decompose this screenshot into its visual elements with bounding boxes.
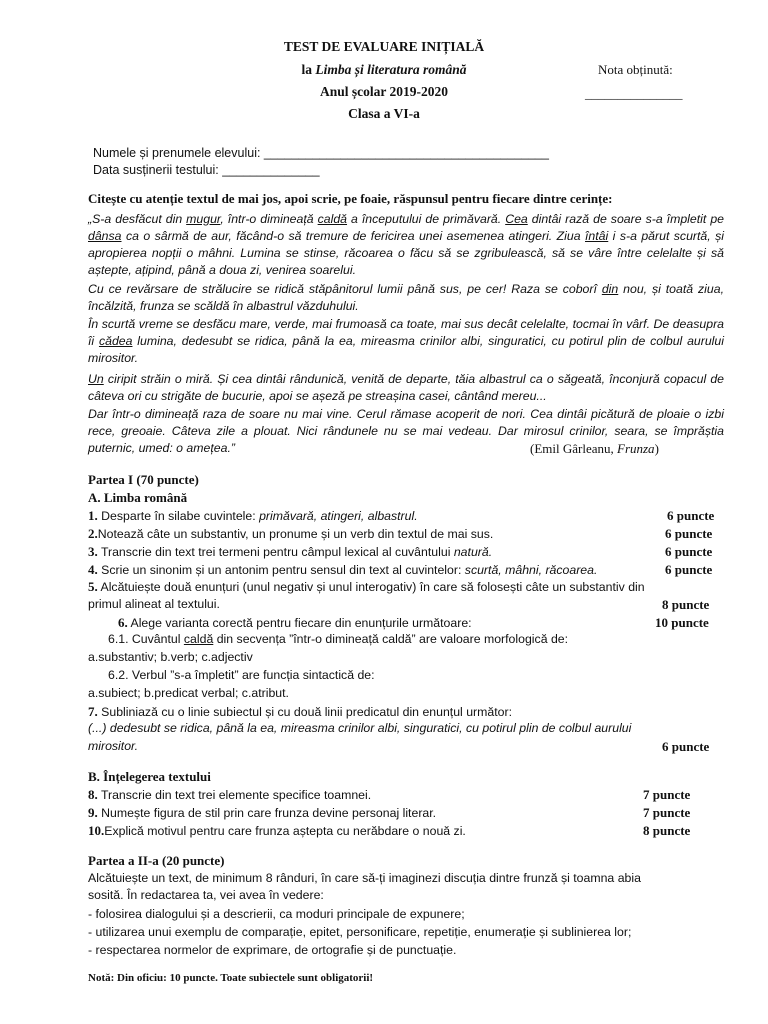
question-7 (88, 704, 512, 720)
student-name-row (93, 146, 549, 160)
question-7-sentence: (...) dedesubt se ridica, până la ea, mireasma crinilor albi, singuratici, cu potirul plin de colbul aurului (88, 721, 632, 735)
section-a-title: A. Limba română (88, 490, 188, 505)
question-5-points: 8 puncte (662, 597, 710, 612)
text-fragment: 2. (88, 526, 98, 541)
subject-prefix: la (301, 62, 316, 77)
text-fragment: i s-a părut scurtă, și apropierea nopții o mâhni. Lumina se stinse, răcoarea o făcu să se zgribulească, să se vâre între celelalte și să aștepte, ațipind, până a doua zi, venirea soarelui. (88, 229, 724, 278)
text-fragment: „S-a desfăcut din (88, 212, 187, 226)
test-date-label: Data susținerii testului: (93, 163, 223, 177)
source-fragment: (Emil Gârleanu, (530, 441, 617, 456)
text-fragment: scurtă, mâhni, răcoarea. (464, 563, 598, 577)
text-paragraph-4 (88, 371, 724, 405)
part1-title: Partea I (70 puncte) (88, 472, 199, 487)
text-fragment: dânsa (88, 229, 122, 244)
subject-name: Limba și literatura română (315, 62, 467, 77)
text-fragment: dintâi rază de soare s-a împletit pe (527, 212, 724, 226)
question-6-2-options: a.subiect; b.predicat verbal; c.atribut. (88, 686, 289, 700)
text-fragment: Alcătuiește două enunțuri (unul negativ și unul interogativ) în care să folosești câte un substantiv din (97, 580, 645, 594)
part2-bullet-1: - folosirea dialogului și a descrierii, ca moduri principale de expunere; (88, 907, 465, 921)
question-6-2: 6.2. Verbul ”s-a împletit” are funcția sintactică de: (108, 668, 375, 682)
text-fragment: 1. (88, 508, 98, 523)
text-fragment: Cea (505, 212, 528, 226)
source-fragment: ) (654, 441, 659, 456)
question-10 (88, 823, 466, 839)
question-8 (88, 787, 371, 803)
question-6-1 (108, 632, 568, 646)
text-fragment: Notează câte un substantiv, un pronume și un verb din textul de mai sus. (97, 527, 494, 541)
school-year: Anul școlar 2019-2020 (319, 84, 448, 99)
text-fragment: Explică motivul pentru care frunza aștepta cu nerăbdare o nouă zi. (104, 824, 466, 838)
question-4 (88, 562, 597, 578)
class-label: Clasa a VI-a (348, 106, 420, 121)
text-fragment: ca o sârmă de aur, făcând-o să tremure de fericirea unei asemenea atingeri. Ziua (121, 229, 585, 244)
text-fragment: Alege varianta corectă pentru fiecare din enunțurile următoare: (127, 616, 472, 630)
question-6-points: 10 puncte (655, 615, 709, 630)
text-fragment: 9. (88, 805, 98, 820)
note: Notă: Din oficiu: 10 puncte. Toate subiectele sunt obligatorii! (88, 972, 374, 984)
question-3 (88, 544, 492, 560)
part2-task-cont: sosită. În redactarea ta, vei avea în vedere: (88, 888, 324, 902)
text-fragment: mugur (186, 212, 221, 226)
question-8-points: 7 puncte (643, 787, 691, 802)
text-source (530, 441, 659, 457)
text-paragraph-1 (88, 211, 724, 279)
text-fragment: caldă (317, 212, 348, 226)
text-fragment: 5. (88, 579, 98, 594)
text-fragment: 8. (88, 787, 98, 802)
part2-task: Alcătuiește un text, de minimum 8 rânduri, în care să-ți imaginezi discuția dintre frunză și toamna abia (88, 871, 641, 885)
part2-title: Partea a II-a (20 puncte) (88, 853, 225, 868)
text-fragment: Transcrie din text trei elemente specifice toamnei. (97, 788, 372, 802)
grade-blank[interactable]: _______________ (585, 86, 683, 101)
text-fragment: din (601, 282, 619, 296)
text-fragment: întâi (585, 229, 609, 244)
question-2 (88, 526, 493, 542)
grade-label: Nota obținută: (598, 62, 673, 77)
text-paragraph-3 (88, 316, 724, 367)
question-5-cont: primul alineat al textului. (88, 597, 220, 611)
section-b-title: B. Înțelegerea textului (88, 769, 211, 784)
text-fragment: lumina, dedesubt se ridica, până la ea, mireasma crinilor albi, singuratici, cu potirul plin de colbul aurului mirositor. (88, 334, 724, 366)
question-7-sentence-cont: mirositor. (88, 739, 139, 753)
test-date-field[interactable]: ______________ (222, 163, 320, 177)
question-2-points: 6 puncte (665, 526, 713, 541)
text-fragment: din secvența ”într-o dimineață caldă” are valoare morfologică de: (213, 632, 569, 646)
test-title: TEST DE EVALUARE INIȚIALĂ (283, 39, 485, 54)
text-fragment: Desparte în silabe cuvintele: (97, 509, 260, 523)
text-fragment: 10. (88, 823, 105, 838)
text-fragment: ciripit străin o miră. Și cea dintâi rândunică, venită de departe, tăia albastrul ca o săgeată, înconjură copacul de câteva ori cu strigăte de bucurie, apoi se așeză pe streașina casei, cântând mereu... (88, 372, 724, 404)
text-paragraph-5: Dar într-o dimineață raza de soare nu mai vine. Cerul rămase acoperit de nori. Cea dintâi picătură de ploaie o izbi rece, greoaie. Câteva zile a plouat. Nici rândunele nu se mai vedeau. Dar mirosul crinilor, seara, se împrăștia puternic, umed: o amețea.” (88, 407, 724, 456)
text-fragment: a începutului de primăvară. (347, 212, 506, 226)
text-fragment: 7. (88, 704, 98, 719)
text-fragment: Transcrie din text trei termeni pentru câmpul lexical al cuvântului (97, 545, 454, 559)
text-fragment: 4. (88, 562, 98, 577)
question-4-points: 6 puncte (665, 562, 713, 577)
text-fragment: caldă (183, 632, 214, 646)
test-date-row (93, 163, 320, 177)
text-fragment: Un (88, 372, 104, 386)
text-fragment: cădea (98, 334, 133, 349)
text-fragment: Scrie un sinonim și un antonim pentru sensul din text al cuvintelor: (97, 563, 465, 577)
text-fragment: În scurtă vreme se desfăcu mare, verde, mai frumoasă ca toate, mai sus decât celelalte, tocmai în vârf. De deasupra îi (88, 317, 724, 349)
source-fragment: Frunza (617, 441, 655, 456)
question-6 (118, 615, 472, 631)
student-name-label: Numele și prenumele elevului: (93, 146, 264, 160)
text-fragment: Subliniază cu o linie subiectul și cu două linii predicatul din enunțul următor: (97, 705, 512, 719)
text-fragment: 3. (88, 544, 98, 559)
instruction: Citește cu atenție textul de mai jos, apoi scrie, pe foaie, răspunsul pentru fiecare dintre cerințe: (88, 191, 613, 206)
text-paragraph-2 (88, 281, 724, 315)
text-fragment: 6. (118, 615, 128, 630)
text-fragment: 6.1. Cuvântul (108, 632, 184, 646)
question-9 (88, 805, 436, 821)
question-6-1-options: a.substantiv; b.verb; c.adjectiv (88, 650, 253, 664)
text-fragment: natură. (453, 545, 493, 559)
question-10-points: 8 puncte (643, 823, 691, 838)
student-name-field[interactable]: _________________________________________ (263, 146, 549, 160)
part2-bullet-2: - utilizarea unui exemplu de comparație, epitet, personificare, repetiție, enumerație și sublinierea lor; (88, 925, 632, 939)
question-7-points: 6 puncte (662, 739, 710, 754)
text-fragment: Cu ce revărsare de strălucire se ridică stăpânitorul lumii până sus, pe cer! Raza se coborî (88, 282, 602, 296)
text-fragment: primăvară, atingeri, albastrul. (259, 509, 418, 523)
question-1 (88, 508, 418, 524)
text-fragment: nou, și toată ziua, încălzită, frunza se scăldă în albastrul văzduhului. (88, 282, 724, 314)
question-9-points: 7 puncte (643, 805, 691, 820)
text-fragment: Numește figura de stil prin care frunza devine personaj literar. (97, 806, 437, 820)
question-3-points: 6 puncte (665, 544, 713, 559)
text-fragment: , într-o dimineață (220, 212, 318, 226)
question-5 (88, 579, 645, 595)
part2-bullet-3: - respectarea normelor de exprimare, de ortografie și de punctuație. (88, 943, 457, 957)
question-1-points: 6 puncte (667, 508, 715, 523)
